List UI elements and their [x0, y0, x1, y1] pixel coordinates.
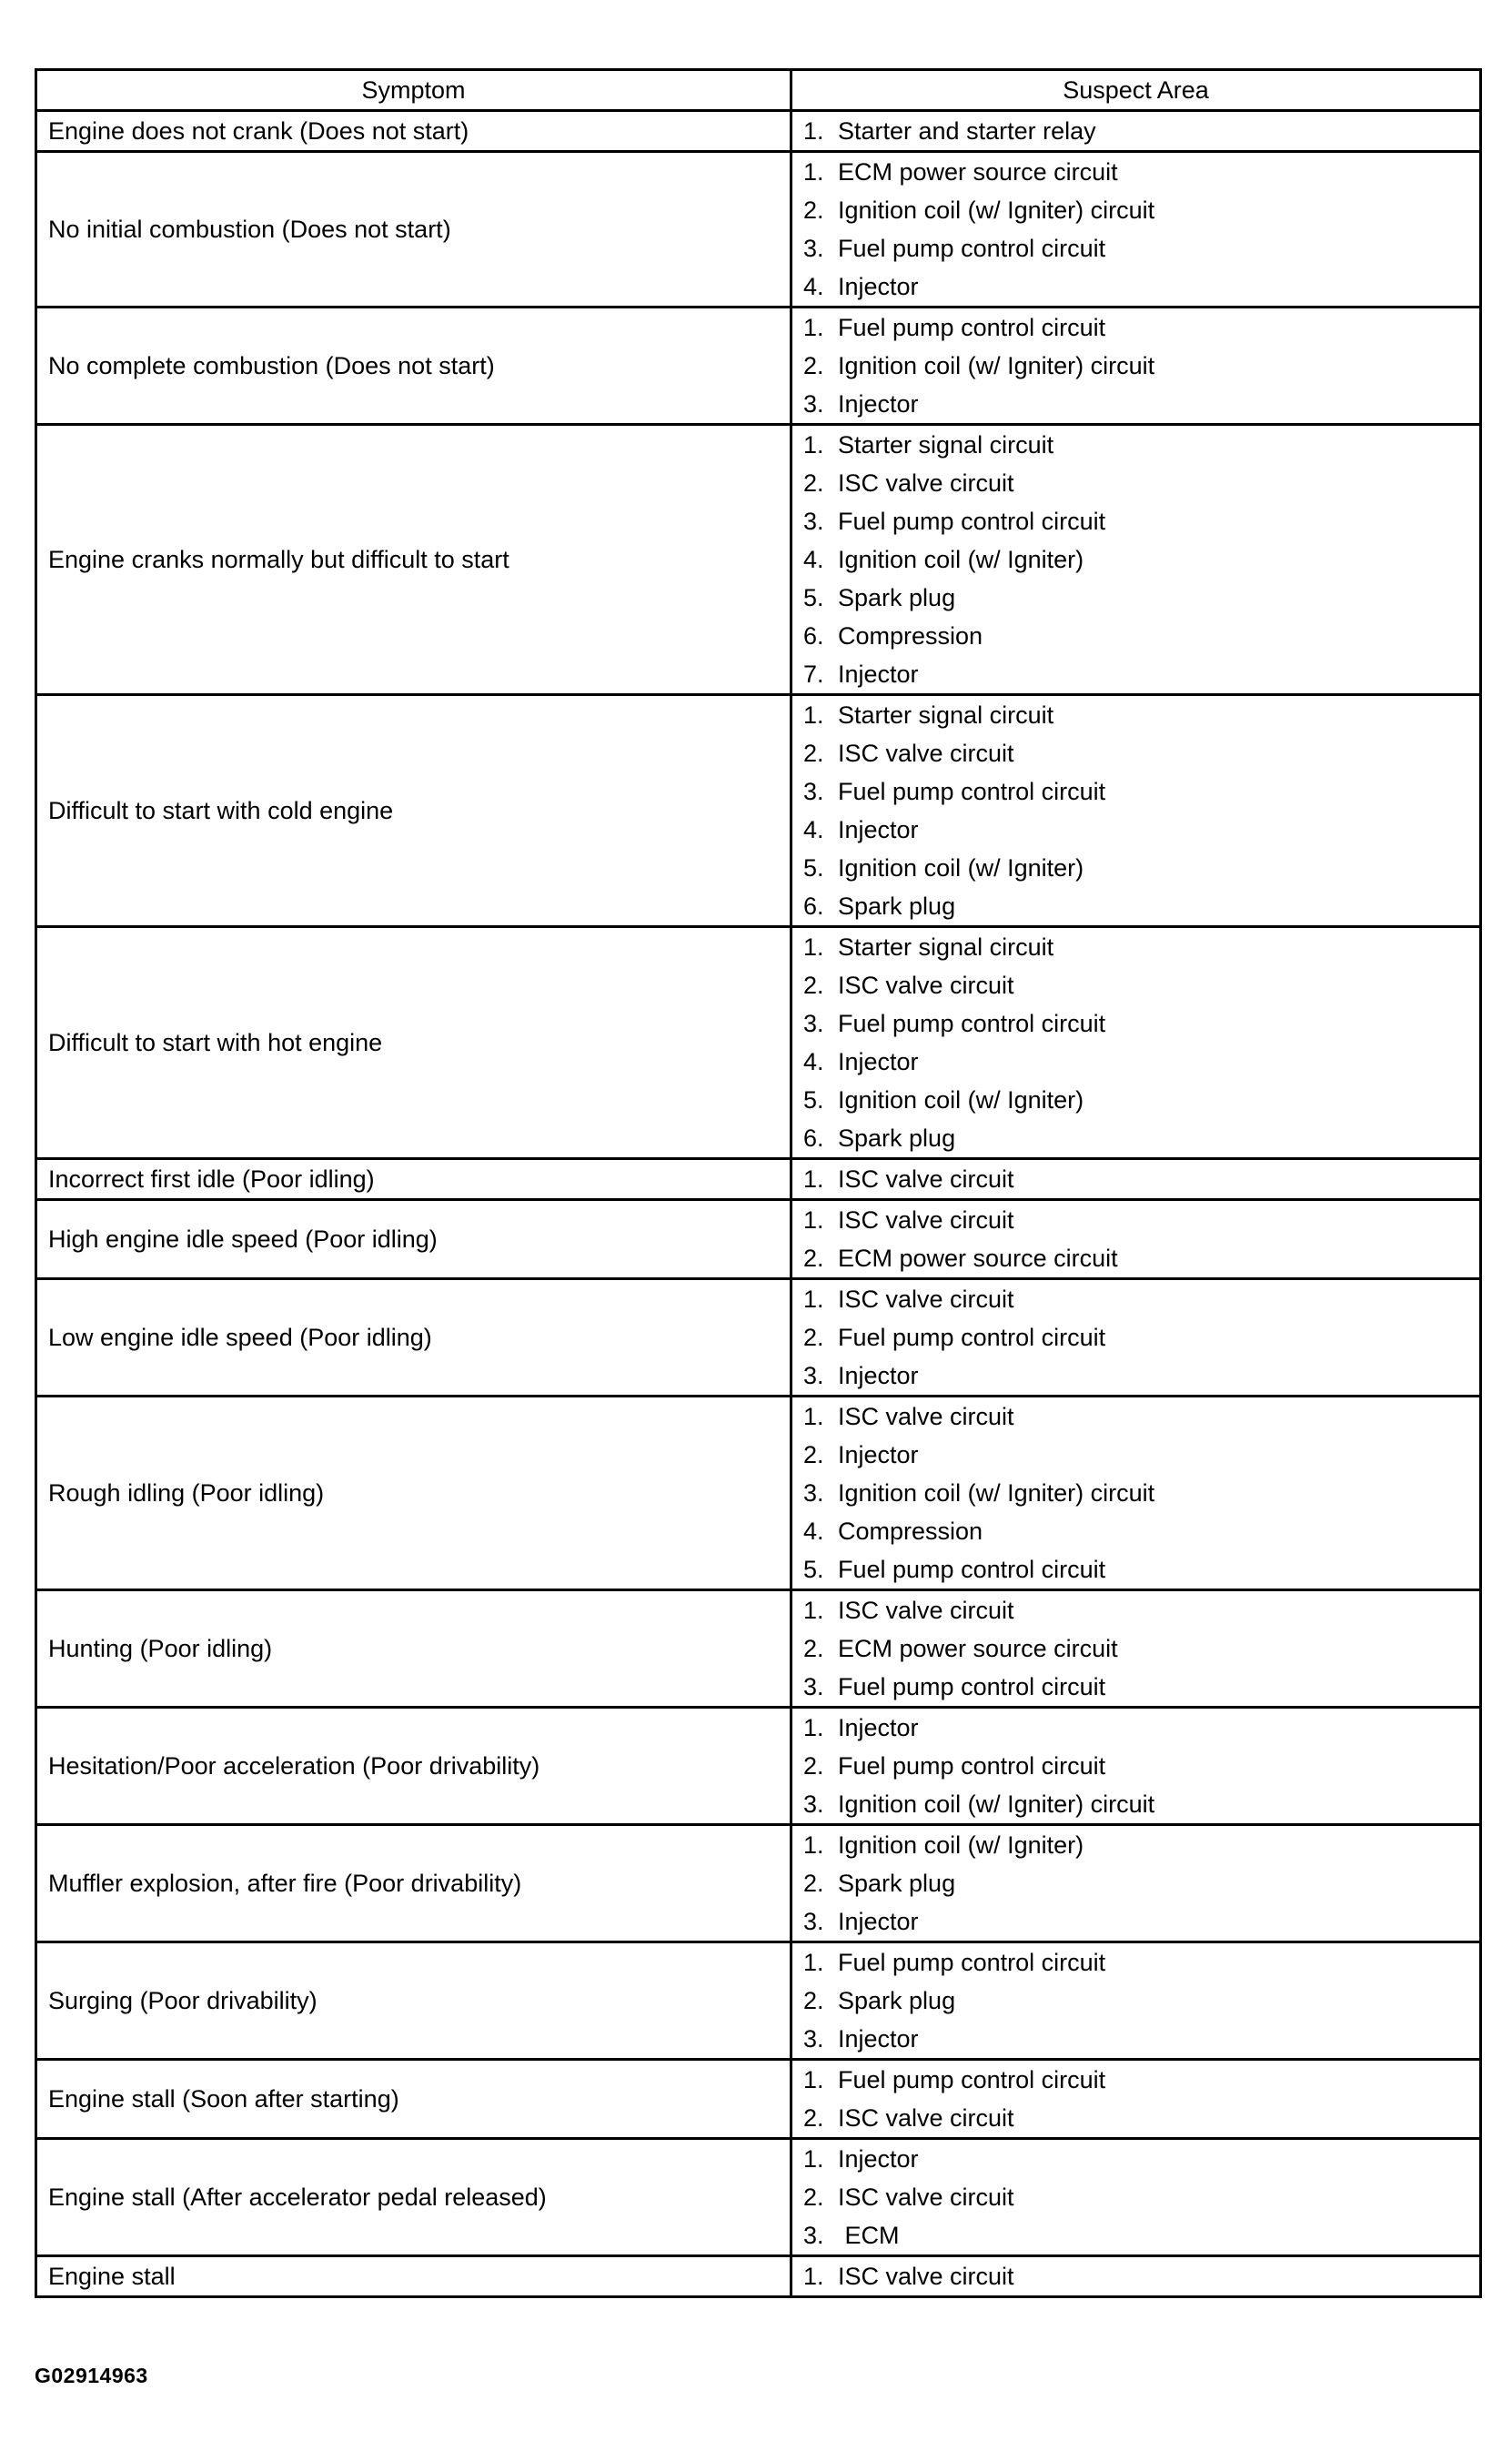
- suspect-area-cell: [791, 695, 1481, 927]
- item-number: 7.: [803, 661, 824, 688]
- suspect-area-cell: [791, 1708, 1481, 1825]
- table-row: [36, 308, 1481, 425]
- suspect-area-item: [803, 1318, 1470, 1357]
- item-text: ISC valve circuit: [838, 2263, 1014, 2290]
- symptom-cell: Engine cranks normally but difficult to start: [36, 425, 791, 695]
- item-text: Fuel pump control circuit: [838, 1324, 1106, 1351]
- suspect-area-item: [803, 1474, 1470, 1512]
- item-number: 3.: [803, 1908, 824, 1935]
- item-text: Starter signal circuit: [838, 701, 1054, 729]
- item-number: 1.: [803, 1403, 824, 1430]
- symptom-cell: Difficult to start with cold engine: [36, 695, 791, 927]
- item-number: 2.: [803, 1635, 824, 1662]
- item-number: 3.: [803, 1673, 824, 1700]
- symptom-cell: No complete combustion (Does not start): [36, 308, 791, 425]
- symptom-cell: Surging (Poor drivability): [36, 1942, 791, 2060]
- suspect-area-item: [803, 1982, 1470, 2020]
- suspect-area-cell: [791, 1590, 1481, 1708]
- item-text: ECM: [838, 2222, 900, 2249]
- suspect-area-item: [803, 1943, 1470, 1982]
- table-row: [36, 111, 1481, 152]
- table-row: [36, 1590, 1481, 1708]
- suspect-area-item: [803, 617, 1470, 655]
- item-number: 2.: [803, 740, 824, 767]
- item-text: Fuel pump control circuit: [838, 1673, 1106, 1700]
- table-row: [36, 1279, 1481, 1397]
- item-number: 3.: [803, 508, 824, 535]
- table-row: [36, 927, 1481, 1159]
- item-text: Fuel pump control circuit: [838, 1556, 1106, 1583]
- item-number: 6.: [803, 1125, 824, 1152]
- suspect-area-cell: [791, 152, 1481, 308]
- suspect-area-item: [803, 540, 1470, 579]
- item-text: Ignition coil (w/ Igniter): [838, 854, 1084, 882]
- item-text: Fuel pump control circuit: [838, 2066, 1106, 2093]
- suspect-area-item: [803, 1004, 1470, 1043]
- table-row: [36, 2060, 1481, 2139]
- suspect-area-item: [803, 1081, 1470, 1119]
- suspect-area-item: [803, 1591, 1470, 1629]
- suspect-area-item: [803, 2099, 1470, 2137]
- item-text: ISC valve circuit: [838, 972, 1014, 999]
- suspect-area-cell: [791, 111, 1481, 152]
- suspect-area-item: [803, 1902, 1470, 1941]
- item-text: Compression: [838, 1518, 983, 1545]
- item-text: Injector: [838, 661, 919, 688]
- item-text: Fuel pump control circuit: [838, 778, 1106, 805]
- item-text: Starter signal circuit: [838, 431, 1054, 459]
- suspect-area-item: [803, 1785, 1470, 1823]
- table-row: [36, 1942, 1481, 2060]
- item-text: Injector: [838, 2145, 919, 2173]
- suspect-area-item: [803, 2178, 1470, 2216]
- suspect-area-item: [803, 2061, 1470, 2099]
- suspect-area-cell: [791, 1279, 1481, 1397]
- item-number: 1.: [803, 1597, 824, 1624]
- suspect-area-item: [803, 579, 1470, 617]
- suspect-area-item: [803, 928, 1470, 966]
- item-text: ISC valve circuit: [838, 1597, 1014, 1624]
- item-number: 5.: [803, 1556, 824, 1583]
- suspect-area-item: [803, 153, 1470, 191]
- suspect-area-item: [803, 696, 1470, 734]
- suspect-area-item: [803, 267, 1470, 306]
- suspect-area-item: [803, 2257, 1470, 2295]
- item-text: Injector: [838, 390, 919, 418]
- suspect-area-cell: [791, 2060, 1481, 2139]
- item-text: Ignition coil (w/ Igniter): [838, 1831, 1084, 1859]
- suspect-area-item: [803, 1709, 1470, 1747]
- item-text: Injector: [838, 1362, 919, 1389]
- suspect-area-cell: [791, 1200, 1481, 1279]
- suspect-area-item: [803, 1397, 1470, 1436]
- item-text: Starter signal circuit: [838, 933, 1054, 961]
- suspect-area-item: [803, 2020, 1470, 2058]
- suspect-area-list: [803, 308, 1470, 423]
- suspect-area-list: [803, 2140, 1470, 2254]
- symptom-cell: Hesitation/Poor acceleration (Poor drivability): [36, 1708, 791, 1825]
- suspect-area-item: [803, 426, 1470, 464]
- symptom-cell: Rough idling (Poor idling): [36, 1397, 791, 1590]
- suspect-area-item: [803, 308, 1470, 347]
- symptom-cell: No initial combustion (Does not start): [36, 152, 791, 308]
- symptom-cell: Hunting (Poor idling): [36, 1590, 791, 1708]
- diagnostic-table-container: [35, 68, 1479, 2298]
- item-text: Fuel pump control circuit: [838, 314, 1106, 341]
- suspect-area-item: [803, 1119, 1470, 1157]
- item-number: 3.: [803, 390, 824, 418]
- item-text: ECM power source circuit: [838, 158, 1118, 186]
- suspect-area-item: [803, 1239, 1470, 1277]
- suspect-area-item: [803, 1201, 1470, 1239]
- symptom-cell: High engine idle speed (Poor idling): [36, 1200, 791, 1279]
- item-number: 2.: [803, 2104, 824, 2132]
- suspect-area-item: [803, 112, 1470, 150]
- suspect-area-list: [803, 696, 1470, 925]
- suspect-area-item: [803, 347, 1470, 385]
- item-number: 1.: [803, 2263, 824, 2290]
- item-text: ISC valve circuit: [838, 1165, 1014, 1193]
- item-number: 1.: [803, 1949, 824, 1976]
- item-text: Injector: [838, 1714, 919, 1741]
- item-number: 5.: [803, 1086, 824, 1114]
- table-row: [36, 1200, 1481, 1279]
- table-row: [36, 695, 1481, 927]
- suspect-area-item: [803, 1512, 1470, 1550]
- item-number: 2.: [803, 197, 824, 224]
- item-number: 1.: [803, 314, 824, 341]
- symptom-cell: Incorrect first idle (Poor idling): [36, 1159, 791, 1200]
- item-number: 1.: [803, 701, 824, 729]
- suspect-area-item: [803, 772, 1470, 811]
- suspect-area-list: [803, 1943, 1470, 2058]
- item-number: 2.: [803, 1870, 824, 1897]
- figure-id: G02914963: [35, 2364, 148, 2387]
- table-row: [36, 2139, 1481, 2256]
- suspect-area-cell: [791, 2256, 1481, 2297]
- suspect-area-item: [803, 502, 1470, 540]
- item-number: 2.: [803, 2184, 824, 2211]
- suspect-area-item: [803, 966, 1470, 1004]
- item-number: 1.: [803, 1206, 824, 1234]
- item-text: Ignition coil (w/ Igniter): [838, 546, 1084, 573]
- suspect-area-list: [803, 1826, 1470, 1941]
- item-number: 2.: [803, 352, 824, 379]
- symptom-cell: Muffler explosion, after fire (Poor drivability): [36, 1825, 791, 1942]
- symptom-cell: Difficult to start with hot engine: [36, 927, 791, 1159]
- item-number: 2.: [803, 972, 824, 999]
- suspect-area-list: [803, 928, 1470, 1157]
- item-text: Starter and starter relay: [838, 117, 1096, 145]
- suspect-area-item: [803, 655, 1470, 693]
- item-text: ISC valve circuit: [838, 469, 1014, 497]
- item-text: Fuel pump control circuit: [838, 235, 1106, 262]
- item-number: 6.: [803, 622, 824, 650]
- item-text: Spark plug: [838, 893, 956, 920]
- item-text: ISC valve circuit: [838, 740, 1014, 767]
- item-number: 4.: [803, 546, 824, 573]
- suspect-area-cell: [791, 425, 1481, 695]
- item-text: Injector: [838, 1048, 919, 1075]
- item-text: ISC valve circuit: [838, 2184, 1014, 2211]
- symptom-table: [35, 68, 1482, 2298]
- item-number: 1.: [803, 2066, 824, 2093]
- item-number: 5.: [803, 854, 824, 882]
- suspect-area-cell: [791, 1159, 1481, 1200]
- suspect-area-list: [803, 153, 1470, 306]
- item-text: Injector: [838, 816, 919, 843]
- suspect-area-item: [803, 1864, 1470, 1902]
- item-number: 1.: [803, 1714, 824, 1741]
- item-number: 3.: [803, 1790, 824, 1818]
- suspect-area-item: [803, 191, 1470, 229]
- item-text: Injector: [838, 1441, 919, 1468]
- item-text: ISC valve circuit: [838, 1286, 1014, 1313]
- item-text: ISC valve circuit: [838, 2104, 1014, 2132]
- item-text: ISC valve circuit: [838, 1403, 1014, 1430]
- suspect-area-item: [803, 1826, 1470, 1864]
- symptom-cell: Engine does not crank (Does not start): [36, 111, 791, 152]
- suspect-area-item: [803, 385, 1470, 423]
- suspect-area-cell: [791, 1397, 1481, 1590]
- item-text: Ignition coil (w/ Igniter) circuit: [838, 197, 1155, 224]
- suspect-area-item: [803, 2216, 1470, 2254]
- suspect-area-list: [803, 112, 1470, 150]
- suspect-area-item: [803, 1550, 1470, 1589]
- item-number: 1.: [803, 431, 824, 459]
- suspect-area-item: [803, 1668, 1470, 1706]
- item-text: Spark plug: [838, 1870, 956, 1897]
- suspect-area-item: [803, 1160, 1470, 1198]
- item-number: 4.: [803, 816, 824, 843]
- item-text: ISC valve circuit: [838, 1206, 1014, 1234]
- item-text: Ignition coil (w/ Igniter) circuit: [838, 1479, 1155, 1507]
- suspect-area-list: [803, 1591, 1470, 1706]
- item-number: 1.: [803, 1286, 824, 1313]
- suspect-area-list: [803, 1709, 1470, 1823]
- suspect-area-item: [803, 1747, 1470, 1785]
- item-text: Spark plug: [838, 1987, 956, 2014]
- item-number: 1.: [803, 1831, 824, 1859]
- item-text: Fuel pump control circuit: [838, 1949, 1106, 1976]
- suspect-area-list: [803, 1201, 1470, 1277]
- item-number: 3.: [803, 778, 824, 805]
- item-number: 2.: [803, 1987, 824, 2014]
- item-number: 3.: [803, 235, 824, 262]
- suspect-area-item: [803, 464, 1470, 502]
- suspect-area-list: [803, 426, 1470, 693]
- item-number: 1.: [803, 117, 824, 145]
- item-number: 2.: [803, 1324, 824, 1351]
- item-number: 2.: [803, 1441, 824, 1468]
- suspect-area-item: [803, 229, 1470, 267]
- item-number: 3.: [803, 2222, 824, 2249]
- table-body: [36, 111, 1481, 2297]
- suspect-area-cell: [791, 1825, 1481, 1942]
- item-number: 3.: [803, 1362, 824, 1389]
- item-number: 1.: [803, 1165, 824, 1193]
- table-row: [36, 425, 1481, 695]
- item-text: Fuel pump control circuit: [838, 1752, 1106, 1780]
- suspect-area-item: [803, 1436, 1470, 1474]
- symptom-cell: Low engine idle speed (Poor idling): [36, 1279, 791, 1397]
- suspect-area-cell: [791, 1942, 1481, 2060]
- table-row: [36, 1159, 1481, 1200]
- item-text: Injector: [838, 273, 919, 300]
- suspect-area-column-header: Suspect Area: [791, 70, 1481, 111]
- item-number: 5.: [803, 584, 824, 611]
- item-number: 3.: [803, 1010, 824, 1037]
- symptom-cell: Engine stall: [36, 2256, 791, 2297]
- item-number: 2.: [803, 469, 824, 497]
- suspect-area-item: [803, 887, 1470, 925]
- suspect-area-item: [803, 734, 1470, 772]
- suspect-area-cell: [791, 2139, 1481, 2256]
- suspect-area-cell: [791, 308, 1481, 425]
- item-number: 1.: [803, 933, 824, 961]
- item-number: 1.: [803, 158, 824, 186]
- item-text: Fuel pump control circuit: [838, 508, 1106, 535]
- item-number: 4.: [803, 1518, 824, 1545]
- table-row: [36, 1825, 1481, 1942]
- suspect-area-list: [803, 1280, 1470, 1395]
- suspect-area-list: [803, 2257, 1470, 2295]
- suspect-area-list: [803, 1160, 1470, 1198]
- item-number: 3.: [803, 2025, 824, 2053]
- suspect-area-item: [803, 1629, 1470, 1668]
- item-text: Fuel pump control circuit: [838, 1010, 1106, 1037]
- item-number: 2.: [803, 1245, 824, 1272]
- item-number: 3.: [803, 1479, 824, 1507]
- item-text: Spark plug: [838, 1125, 956, 1152]
- symptom-cell: Engine stall (After accelerator pedal released): [36, 2139, 791, 2256]
- table-header-row: [36, 70, 1481, 111]
- item-text: ECM power source circuit: [838, 1635, 1118, 1662]
- item-text: Ignition coil (w/ Igniter): [838, 1086, 1084, 1114]
- table-row: [36, 1708, 1481, 1825]
- suspect-area-item: [803, 1280, 1470, 1318]
- symptom-column-header: Symptom: [36, 70, 791, 111]
- item-number: 4.: [803, 1048, 824, 1075]
- table-row: [36, 2256, 1481, 2297]
- suspect-area-item: [803, 849, 1470, 887]
- suspect-area-list: [803, 2061, 1470, 2137]
- suspect-area-item: [803, 811, 1470, 849]
- table-row: [36, 152, 1481, 308]
- item-text: Ignition coil (w/ Igniter) circuit: [838, 352, 1155, 379]
- suspect-area-item: [803, 1043, 1470, 1081]
- suspect-area-list: [803, 1397, 1470, 1589]
- item-text: Injector: [838, 2025, 919, 2053]
- table-row: [36, 1397, 1481, 1590]
- item-text: Ignition coil (w/ Igniter) circuit: [838, 1790, 1155, 1818]
- item-text: Injector: [838, 1908, 919, 1935]
- item-text: Spark plug: [838, 584, 956, 611]
- item-number: 4.: [803, 273, 824, 300]
- item-text: ECM power source circuit: [838, 1245, 1118, 1272]
- item-number: 1.: [803, 2145, 824, 2173]
- item-number: 2.: [803, 1752, 824, 1780]
- suspect-area-cell: [791, 927, 1481, 1159]
- symptom-cell: Engine stall (Soon after starting): [36, 2060, 791, 2139]
- item-number: 6.: [803, 893, 824, 920]
- suspect-area-item: [803, 2140, 1470, 2178]
- item-text: Compression: [838, 622, 983, 650]
- suspect-area-item: [803, 1357, 1470, 1395]
